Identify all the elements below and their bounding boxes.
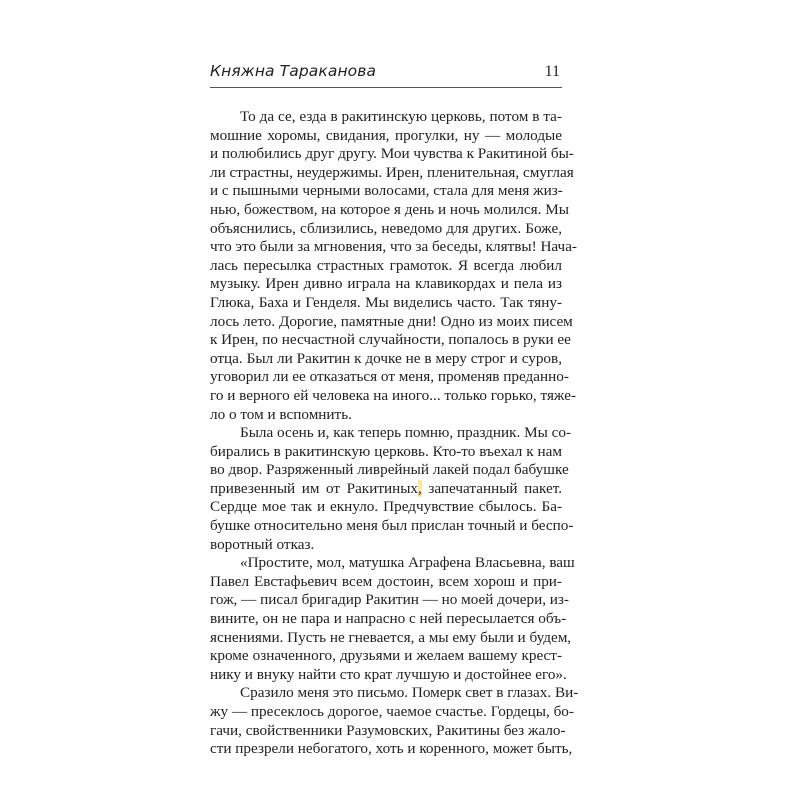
- text-line: Была осень и, как теперь помню, праздник. Мы со-: [240, 424, 572, 442]
- paragraph: [210, 684, 579, 758]
- text-line: ло о том и вспомнить.: [210, 405, 352, 423]
- text-line: и с пышными черными волосами, стала для меня жиз-: [210, 182, 563, 200]
- highlight-mark[interactable]: ,: [418, 479, 422, 497]
- text-line: уговорил ли ее отказаться от меня, променяв преданно-: [210, 368, 569, 386]
- text-line: лось лето. Дорогие, памятные дни! Одно из моих писем: [210, 312, 573, 330]
- text-line: нику и внуку найти сто крат лучшую и достойнее его».: [210, 665, 567, 683]
- paragraph: [210, 108, 577, 424]
- paragraph: [210, 554, 575, 684]
- text-line: жу — пресеклось дорогое, чаемое счастье. Гордецы, бо-: [210, 703, 574, 720]
- text-line-with-highlight: [210, 480, 562, 499]
- running-header: [210, 62, 562, 88]
- running-title: Княжна Тараканова: [210, 62, 377, 80]
- text-line: мошние хоромы, свидания, прогулки, ну — молодые: [210, 126, 562, 144]
- text-line: бирались в ракитинскую церковь. Кто-то въехал к нам: [210, 442, 562, 460]
- text-line: вините, он не пара и напрасно с ней пересылается объ-: [210, 610, 567, 628]
- text-line: нью, божеством, на которое я день и ночь молился. Мы: [210, 200, 569, 218]
- text-line: отца. Был ли Ракитин к дочке не в меру строг и суров,: [210, 349, 562, 367]
- text-line: яснениями. Пусть не гневается, а мы ему были и будем,: [210, 628, 572, 646]
- paragraph: [210, 424, 574, 554]
- text-line: что это были за мгновения, что за беседы, клятвы! Нача-: [210, 238, 577, 256]
- text-line: Глюка, Баха и Генделя. Мы виделись часто. Так тяну-: [210, 293, 562, 311]
- text-line: ли страстны, неудержимы. Ирен, пленительная, смуглая: [210, 163, 574, 181]
- book-page: [210, 62, 579, 759]
- text-line: музыку. Ирен дивно играла на клавикордах и пела из: [210, 275, 562, 293]
- text-line: кроме означенного, друзьями и желаем вашему крест-: [210, 647, 562, 665]
- text-line: объяснились, сблизились, неведомо для других. Боже,: [210, 219, 562, 237]
- text-line: То да се, езда в ракитинскую церковь, потом в та-: [240, 108, 562, 125]
- text-line: «Простите, мол, матушка Аграфена Власьевна, ваш: [240, 554, 575, 572]
- text-line: Сердце мое так и екнуло. Предчувствие сбылось. Ба-: [210, 498, 562, 516]
- text-line: к Ирен, по несчастной случайности, попалось в руки ее: [210, 331, 571, 349]
- text-segment: запечатанный пакет.: [421, 479, 562, 497]
- body-text: [210, 108, 579, 759]
- text-line: гачи, свойственники Разумовских, Ракитины без жало-: [210, 721, 566, 739]
- text-line: Сразило меня это письмо. Померк свет в глазах. Ви-: [240, 684, 579, 702]
- page-number: 11: [544, 63, 560, 80]
- text-line: сти презрели небогатого, хоть и коренного, может быть,: [210, 740, 573, 758]
- text-line: воротный отказ.: [210, 535, 315, 553]
- text-line: во двор. Разряженный ливрейный лакей подал бабушке: [210, 461, 569, 479]
- text-segment: привезенный им от Ракитиных: [210, 479, 419, 497]
- text-line: гож, — писал бригадир Ракитин — но моей дочери, из-: [210, 591, 569, 609]
- text-line: го и верного ей человека на иного... только горько, тяже-: [210, 386, 577, 404]
- text-line: Павел Евстафьевич всем достоин, всем хорош и при-: [210, 572, 562, 590]
- text-line: лась пересылка страстных грамоток. Я всегда любил: [210, 256, 562, 274]
- text-line: и полюбились друг другу. Мои чувства к Ракитиной бы-: [210, 145, 574, 163]
- text-line: бушке относительно меня был прислан точный и беспо-: [210, 517, 574, 535]
